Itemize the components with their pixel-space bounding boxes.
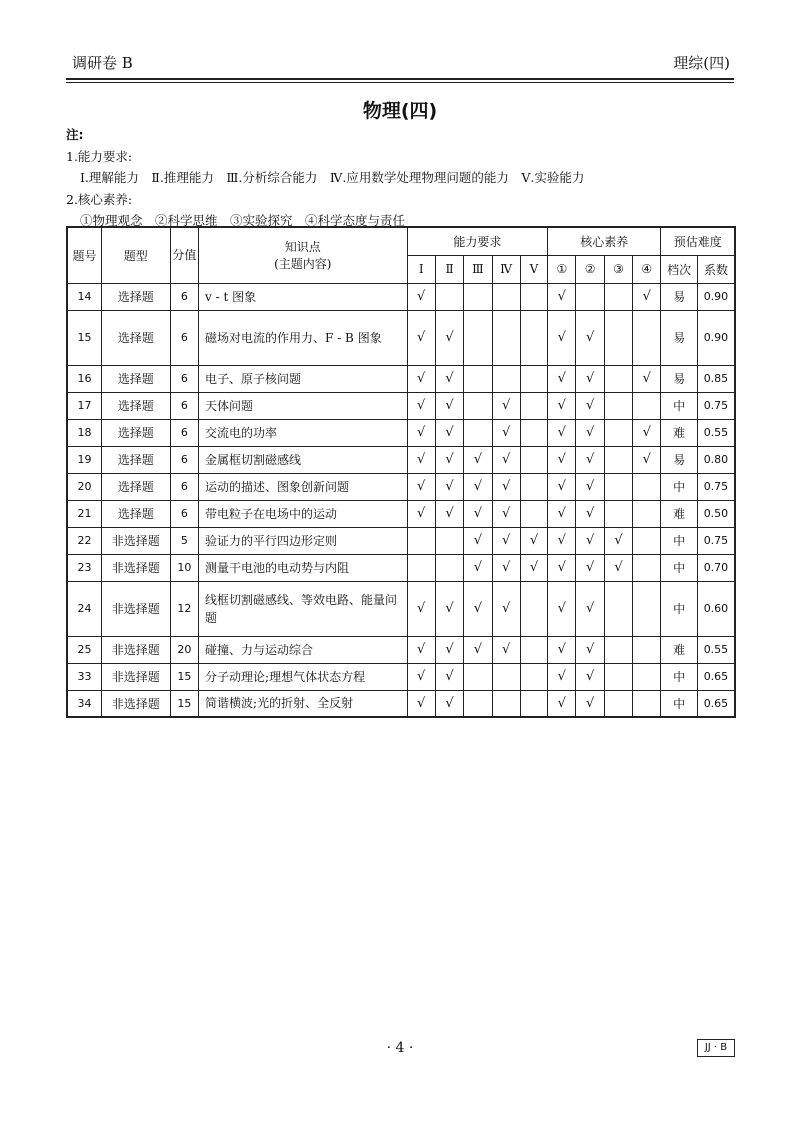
- cell-literacy-2: √: [576, 473, 604, 500]
- cell-ability-1: √: [407, 365, 435, 392]
- cell-literacy-4: √: [633, 419, 661, 446]
- cell-literacy-4: √: [633, 446, 661, 473]
- cell-coef: 0.60: [697, 581, 735, 636]
- cell-type: 选择题: [101, 283, 170, 310]
- cell-literacy-1: √: [548, 527, 576, 554]
- cell-literacy-4: [633, 310, 661, 365]
- cell-coef: 0.85: [697, 365, 735, 392]
- cell-number: 20: [67, 473, 101, 500]
- table-row: [67, 392, 735, 419]
- header-number: 题号: [67, 227, 101, 283]
- cell-literacy-1: √: [548, 690, 576, 717]
- cell-type: 选择题: [101, 392, 170, 419]
- cell-ability-2: √: [435, 690, 463, 717]
- cell-topic: 碰撞、力与运动综合: [199, 636, 407, 663]
- table-row: [67, 527, 735, 554]
- cell-coef: 0.75: [697, 392, 735, 419]
- cell-ability-1: √: [407, 473, 435, 500]
- cell-coef: 0.50: [697, 500, 735, 527]
- cell-number: 25: [67, 636, 101, 663]
- cell-ability-5: [520, 581, 547, 636]
- cell-ability-3: [464, 283, 492, 310]
- cell-number: 21: [67, 500, 101, 527]
- cell-ability-4: √: [492, 527, 520, 554]
- cell-ability-2: √: [435, 663, 463, 690]
- cell-level: 中: [661, 473, 697, 500]
- header-subject: 理综(四): [673, 54, 730, 72]
- cell-ability-1: √: [407, 500, 435, 527]
- cell-ability-2: √: [435, 636, 463, 663]
- header-divider: [66, 82, 734, 83]
- cell-number: 24: [67, 581, 101, 636]
- cell-ability-2: √: [435, 446, 463, 473]
- cell-literacy-1: √: [548, 500, 576, 527]
- cell-ability-3: √: [464, 473, 492, 500]
- cell-literacy-4: [633, 527, 661, 554]
- cell-ability-5: √: [520, 527, 547, 554]
- cell-literacy-3: √: [604, 527, 632, 554]
- cell-score: 6: [170, 500, 198, 527]
- notes-item1-body: Ⅰ.理解能力 Ⅱ.推理能力 Ⅲ.分析综合能力 Ⅳ.应用数学处理物理问题的能力 Ⅴ.实验能力: [80, 170, 585, 185]
- cell-type: 选择题: [101, 446, 170, 473]
- cell-ability-5: [520, 392, 547, 419]
- table-row: [67, 446, 735, 473]
- cell-ability-5: √: [520, 554, 547, 581]
- cell-literacy-3: [604, 419, 632, 446]
- cell-literacy-4: [633, 581, 661, 636]
- cell-ability-2: √: [435, 365, 463, 392]
- header-ability-col: Ⅱ: [435, 255, 463, 283]
- cell-ability-3: √: [464, 500, 492, 527]
- cell-number: 15: [67, 310, 101, 365]
- cell-literacy-4: [633, 473, 661, 500]
- cell-ability-4: √: [492, 500, 520, 527]
- cell-ability-1: √: [407, 283, 435, 310]
- cell-ability-4: [492, 690, 520, 717]
- cell-literacy-2: √: [576, 554, 604, 581]
- cell-ability-4: [492, 310, 520, 365]
- cell-literacy-2: √: [576, 527, 604, 554]
- cell-literacy-1: √: [548, 554, 576, 581]
- header-ability-col: Ⅲ: [464, 255, 492, 283]
- table-row: [67, 636, 735, 663]
- cell-level: 中: [661, 392, 697, 419]
- cell-topic: 交流电的功率: [199, 419, 407, 446]
- header-difficulty: 预估难度: [661, 227, 735, 255]
- cell-topic: 运动的描述、图象创新问题: [199, 473, 407, 500]
- cell-topic: 线框切割磁感线、等效电路、能量问题: [199, 581, 407, 636]
- header-knowledge: [199, 227, 407, 283]
- header-level: 档次: [661, 255, 697, 283]
- cell-score: 6: [170, 473, 198, 500]
- cell-ability-3: [464, 690, 492, 717]
- cell-literacy-3: [604, 392, 632, 419]
- cell-level: 中: [661, 690, 697, 717]
- cell-literacy-1: √: [548, 419, 576, 446]
- cell-score: 6: [170, 310, 198, 365]
- cell-literacy-3: [604, 310, 632, 365]
- cell-ability-5: [520, 500, 547, 527]
- cell-topic: 测量干电池的电动势与内阻: [199, 554, 407, 581]
- header-score: 分值: [170, 227, 198, 283]
- cell-topic: 带电粒子在电场中的运动: [199, 500, 407, 527]
- cell-ability-5: [520, 310, 547, 365]
- header-type: 题型: [101, 227, 170, 283]
- table-row: [67, 663, 735, 690]
- header-literacy-col: ①: [548, 255, 576, 283]
- cell-ability-3: √: [464, 636, 492, 663]
- cell-ability-1: √: [407, 310, 435, 365]
- cell-literacy-1: √: [548, 365, 576, 392]
- cell-type: 选择题: [101, 500, 170, 527]
- cell-literacy-3: √: [604, 554, 632, 581]
- cell-ability-1: √: [407, 581, 435, 636]
- cell-literacy-1: √: [548, 392, 576, 419]
- cell-score: 12: [170, 581, 198, 636]
- cell-ability-5: [520, 473, 547, 500]
- cell-topic: 金属框切割磁感线: [199, 446, 407, 473]
- cell-literacy-4: [633, 554, 661, 581]
- cell-literacy-4: [633, 636, 661, 663]
- cell-number: 19: [67, 446, 101, 473]
- cell-topic: v - t 图象: [199, 283, 407, 310]
- cell-ability-4: √: [492, 473, 520, 500]
- header-literacy-col: ④: [633, 255, 661, 283]
- cell-number: 16: [67, 365, 101, 392]
- table-row: [67, 554, 735, 581]
- cell-coef: 0.80: [697, 446, 735, 473]
- cell-ability-4: [492, 663, 520, 690]
- cell-number: 23: [67, 554, 101, 581]
- cell-ability-5: [520, 690, 547, 717]
- table-row: [67, 500, 735, 527]
- cell-ability-2: √: [435, 500, 463, 527]
- cell-literacy-1: √: [548, 310, 576, 365]
- cell-level: 易: [661, 310, 697, 365]
- header-ability-col: Ⅰ: [407, 255, 435, 283]
- cell-literacy-3: [604, 283, 632, 310]
- cell-level: 易: [661, 446, 697, 473]
- cell-ability-3: √: [464, 581, 492, 636]
- cell-level: 难: [661, 500, 697, 527]
- cell-literacy-2: √: [576, 581, 604, 636]
- cell-literacy-3: [604, 446, 632, 473]
- cell-type: 非选择题: [101, 663, 170, 690]
- cell-literacy-4: [633, 663, 661, 690]
- cell-coef: 0.55: [697, 636, 735, 663]
- cell-type: 选择题: [101, 419, 170, 446]
- cell-coef: 0.70: [697, 554, 735, 581]
- cell-literacy-4: [633, 500, 661, 527]
- cell-score: 15: [170, 663, 198, 690]
- cell-score: 6: [170, 446, 198, 473]
- cell-coef: 0.90: [697, 283, 735, 310]
- notes-item2-title: 2.核心素养:: [66, 191, 133, 207]
- cell-type: 选择题: [101, 365, 170, 392]
- cell-ability-1: √: [407, 446, 435, 473]
- cell-ability-4: √: [492, 446, 520, 473]
- cell-ability-5: [520, 663, 547, 690]
- cell-literacy-3: [604, 690, 632, 717]
- cell-ability-5: [520, 365, 547, 392]
- cell-score: 6: [170, 365, 198, 392]
- cell-ability-3: [464, 419, 492, 446]
- cell-ability-2: [435, 554, 463, 581]
- table-row: [67, 581, 735, 636]
- table-row: [67, 419, 735, 446]
- header-ability-col: Ⅳ: [492, 255, 520, 283]
- cell-level: 中: [661, 581, 697, 636]
- cell-type: 选择题: [101, 473, 170, 500]
- footer-code: JJ · B: [697, 1039, 735, 1057]
- cell-number: 22: [67, 527, 101, 554]
- cell-ability-2: √: [435, 581, 463, 636]
- cell-ability-2: √: [435, 473, 463, 500]
- cell-literacy-2: √: [576, 663, 604, 690]
- cell-ability-3: √: [464, 446, 492, 473]
- cell-topic: 天体问题: [199, 392, 407, 419]
- cell-literacy-2: [576, 283, 604, 310]
- cell-literacy-4: √: [633, 365, 661, 392]
- cell-type: 非选择题: [101, 690, 170, 717]
- header-ability: 能力要求: [407, 227, 548, 255]
- cell-score: 6: [170, 419, 198, 446]
- header-literacy: 核心素养: [548, 227, 661, 255]
- cell-ability-2: [435, 527, 463, 554]
- header-ability-col: Ⅴ: [520, 255, 547, 283]
- cell-coef: 0.55: [697, 419, 735, 446]
- cell-ability-2: √: [435, 392, 463, 419]
- cell-type: 非选择题: [101, 581, 170, 636]
- cell-type: 选择题: [101, 310, 170, 365]
- spec-table: [66, 226, 736, 718]
- cell-level: 易: [661, 365, 697, 392]
- cell-topic: 磁场对电流的作用力、F - B 图象: [199, 310, 407, 365]
- cell-coef: 0.65: [697, 690, 735, 717]
- cell-literacy-2: √: [576, 419, 604, 446]
- cell-coef: 0.65: [697, 663, 735, 690]
- cell-score: 20: [170, 636, 198, 663]
- cell-coef: 0.75: [697, 473, 735, 500]
- header-coef: 系数: [697, 255, 735, 283]
- cell-topic: 验证力的平行四边形定则: [199, 527, 407, 554]
- cell-ability-1: √: [407, 690, 435, 717]
- cell-level: 易: [661, 283, 697, 310]
- header-exam-name: 调研卷 B: [72, 54, 133, 72]
- cell-literacy-2: √: [576, 690, 604, 717]
- cell-literacy-1: √: [548, 283, 576, 310]
- table-row: [67, 690, 735, 717]
- cell-literacy-2: √: [576, 365, 604, 392]
- cell-ability-4: √: [492, 554, 520, 581]
- cell-literacy-4: [633, 690, 661, 717]
- cell-type: 非选择题: [101, 527, 170, 554]
- cell-literacy-3: [604, 365, 632, 392]
- table-row: [67, 365, 735, 392]
- cell-ability-1: √: [407, 636, 435, 663]
- cell-score: 10: [170, 554, 198, 581]
- cell-literacy-3: [604, 500, 632, 527]
- cell-ability-5: [520, 283, 547, 310]
- cell-literacy-1: √: [548, 636, 576, 663]
- cell-literacy-2: √: [576, 392, 604, 419]
- cell-topic: 分子动理论;理想气体状态方程: [199, 663, 407, 690]
- cell-ability-1: [407, 554, 435, 581]
- cell-literacy-3: [604, 663, 632, 690]
- page-number: · 4 ·: [386, 1040, 414, 1056]
- cell-ability-3: √: [464, 527, 492, 554]
- cell-literacy-1: √: [548, 663, 576, 690]
- cell-ability-2: [435, 283, 463, 310]
- notes-section: [66, 124, 584, 232]
- cell-type: 非选择题: [101, 554, 170, 581]
- cell-ability-3: [464, 365, 492, 392]
- cell-number: 34: [67, 690, 101, 717]
- cell-ability-1: √: [407, 392, 435, 419]
- table-row: [67, 283, 735, 310]
- cell-score: 6: [170, 392, 198, 419]
- cell-topic: 电子、原子核问题: [199, 365, 407, 392]
- cell-ability-3: [464, 663, 492, 690]
- notes-item2-body: ①物理观念 ②科学思维 ③实验探究 ④科学态度与责任: [80, 213, 406, 228]
- cell-literacy-2: √: [576, 310, 604, 365]
- cell-number: 14: [67, 283, 101, 310]
- page-title: 物理(四): [362, 100, 438, 122]
- cell-score: 15: [170, 690, 198, 717]
- cell-ability-3: [464, 310, 492, 365]
- notes-label: 注:: [66, 127, 84, 142]
- cell-level: 中: [661, 554, 697, 581]
- header-literacy-col: ③: [604, 255, 632, 283]
- cell-coef: 0.90: [697, 310, 735, 365]
- cell-ability-4: √: [492, 419, 520, 446]
- header-literacy-col: ②: [576, 255, 604, 283]
- cell-coef: 0.75: [697, 527, 735, 554]
- cell-literacy-2: √: [576, 636, 604, 663]
- cell-literacy-4: [633, 392, 661, 419]
- cell-number: 33: [67, 663, 101, 690]
- cell-ability-4: √: [492, 581, 520, 636]
- cell-ability-4: √: [492, 636, 520, 663]
- cell-ability-4: [492, 283, 520, 310]
- cell-ability-5: [520, 446, 547, 473]
- cell-ability-1: √: [407, 663, 435, 690]
- cell-literacy-3: [604, 636, 632, 663]
- cell-ability-4: √: [492, 392, 520, 419]
- cell-ability-1: √: [407, 419, 435, 446]
- cell-score: 6: [170, 283, 198, 310]
- cell-literacy-4: √: [633, 283, 661, 310]
- cell-literacy-1: √: [548, 473, 576, 500]
- cell-level: 难: [661, 636, 697, 663]
- table-row: [67, 473, 735, 500]
- cell-number: 17: [67, 392, 101, 419]
- cell-ability-5: [520, 419, 547, 446]
- table-row: [67, 310, 735, 365]
- cell-literacy-2: √: [576, 500, 604, 527]
- cell-ability-3: [464, 392, 492, 419]
- cell-ability-5: [520, 636, 547, 663]
- cell-type: 非选择题: [101, 636, 170, 663]
- cell-literacy-1: √: [548, 581, 576, 636]
- cell-level: 中: [661, 663, 697, 690]
- cell-score: 5: [170, 527, 198, 554]
- cell-level: 难: [661, 419, 697, 446]
- cell-topic: 简谐横波;光的折射、全反射: [199, 690, 407, 717]
- cell-literacy-1: √: [548, 446, 576, 473]
- cell-ability-2: √: [435, 310, 463, 365]
- cell-level: 中: [661, 527, 697, 554]
- cell-literacy-3: [604, 581, 632, 636]
- cell-number: 18: [67, 419, 101, 446]
- header-knowledge-title: 知识点: [284, 240, 321, 255]
- header-knowledge-sub: (主题内容): [274, 257, 332, 272]
- cell-ability-4: [492, 365, 520, 392]
- cell-ability-1: [407, 527, 435, 554]
- cell-ability-3: √: [464, 554, 492, 581]
- cell-literacy-2: √: [576, 446, 604, 473]
- cell-ability-2: √: [435, 419, 463, 446]
- cell-literacy-3: [604, 473, 632, 500]
- notes-item1-title: 1.能力要求:: [66, 148, 133, 164]
- page-header: [66, 48, 734, 80]
